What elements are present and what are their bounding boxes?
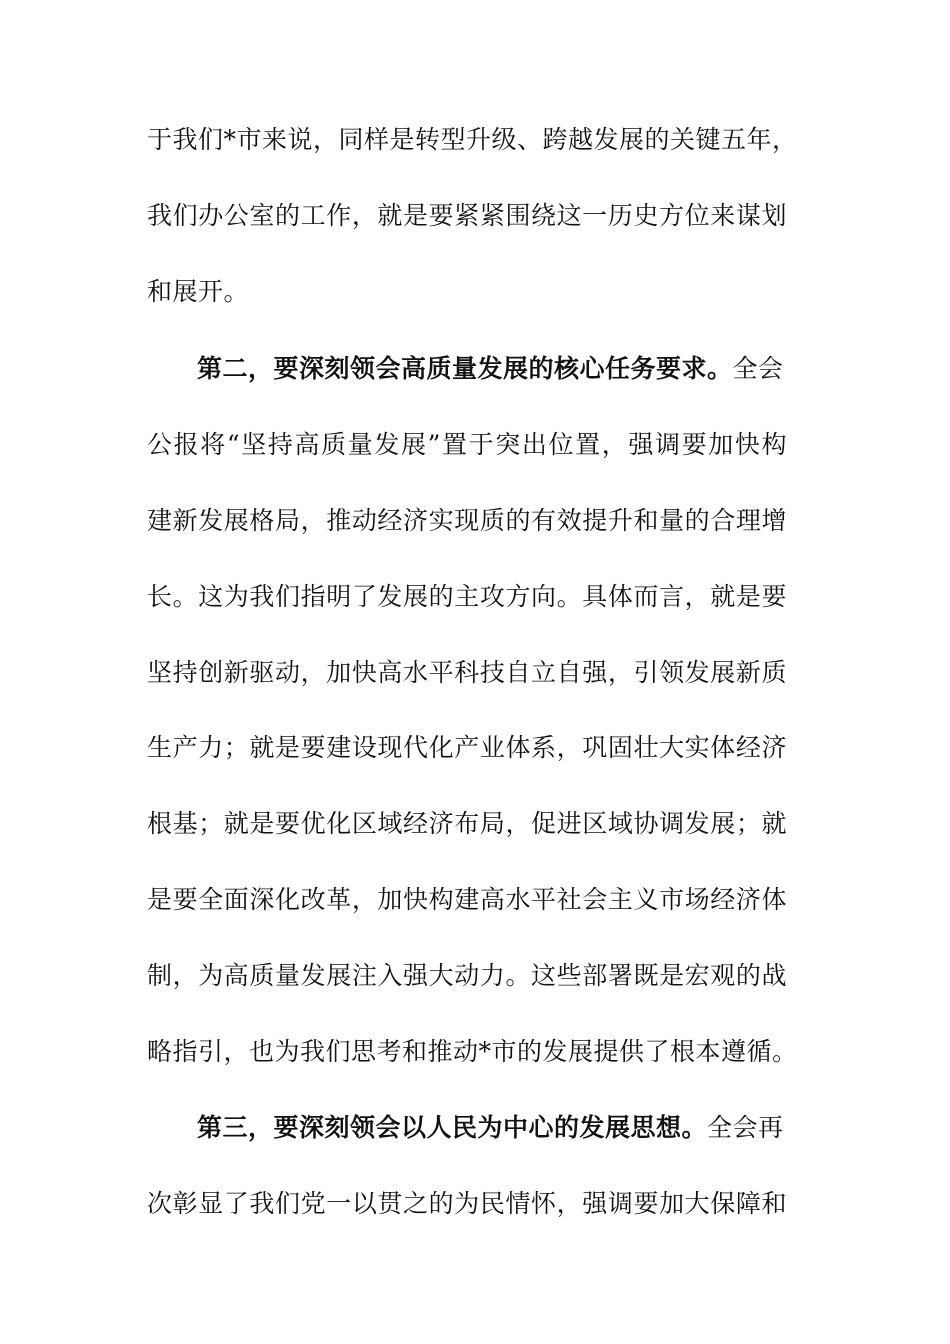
paragraph-2-line-10: 略指引，也为我们思考和推动*市的发展提供了根本遵循。 xyxy=(147,1037,798,1066)
paragraph-2-heading: 第二，要深刻领会高质量发展的核心任务要求。 xyxy=(197,354,733,383)
paragraph-3-heading: 第三，要深刻领会以人民为中心的发展思想。 xyxy=(197,1113,708,1142)
paragraph-3-line-1-text: 全会再 xyxy=(707,1113,784,1142)
paragraph-2-line-4: 长。这为我们指明了发展的主攻方向。具体而言，就是要 xyxy=(147,582,787,611)
paragraph-2-line-5: 坚持创新驱动，加快高水平科技自立自强，引领发展新质 xyxy=(147,658,787,687)
paragraph-2-line-2: 公报将“坚持高质量发展”置于突出位置，强调要加快构 xyxy=(147,430,787,459)
paragraph-1-line-3: 和展开。 xyxy=(147,277,250,306)
paragraph-2-line-3: 建新发展格局，推动经济实现质的有效提升和量的合理增 xyxy=(147,506,787,535)
paragraph-2-line-6: 生产力；就是要建设现代化产业体系，巩固壮大实体经济 xyxy=(147,733,787,762)
paragraph-1-line-1: 于我们*市来说，同样是转型升级、跨越发展的关键五年， xyxy=(147,125,798,154)
paragraph-2-line-7: 根基；就是要优化区域经济布局，促进区域协调发展；就 xyxy=(147,809,787,838)
paragraph-2-line-9: 制，为高质量发展注入强大动力。这些部署既是宏观的战 xyxy=(147,961,787,990)
paragraph-3-line-1 xyxy=(197,1108,787,1148)
paragraph-3-line-2: 次彰显了我们党一以贯之的为民情怀，强调要加大保障和 xyxy=(147,1189,787,1218)
paragraph-2-line-8: 是要全面深化改革，加快构建高水平社会主义市场经济体 xyxy=(147,885,787,914)
paragraph-2-line-1 xyxy=(197,349,787,389)
paragraph-1-line-2: 我们办公室的工作，就是要紧紧围绕这一历史方位来谋划 xyxy=(147,201,787,230)
paragraph-2-line-1-text: 全会 xyxy=(732,354,784,383)
